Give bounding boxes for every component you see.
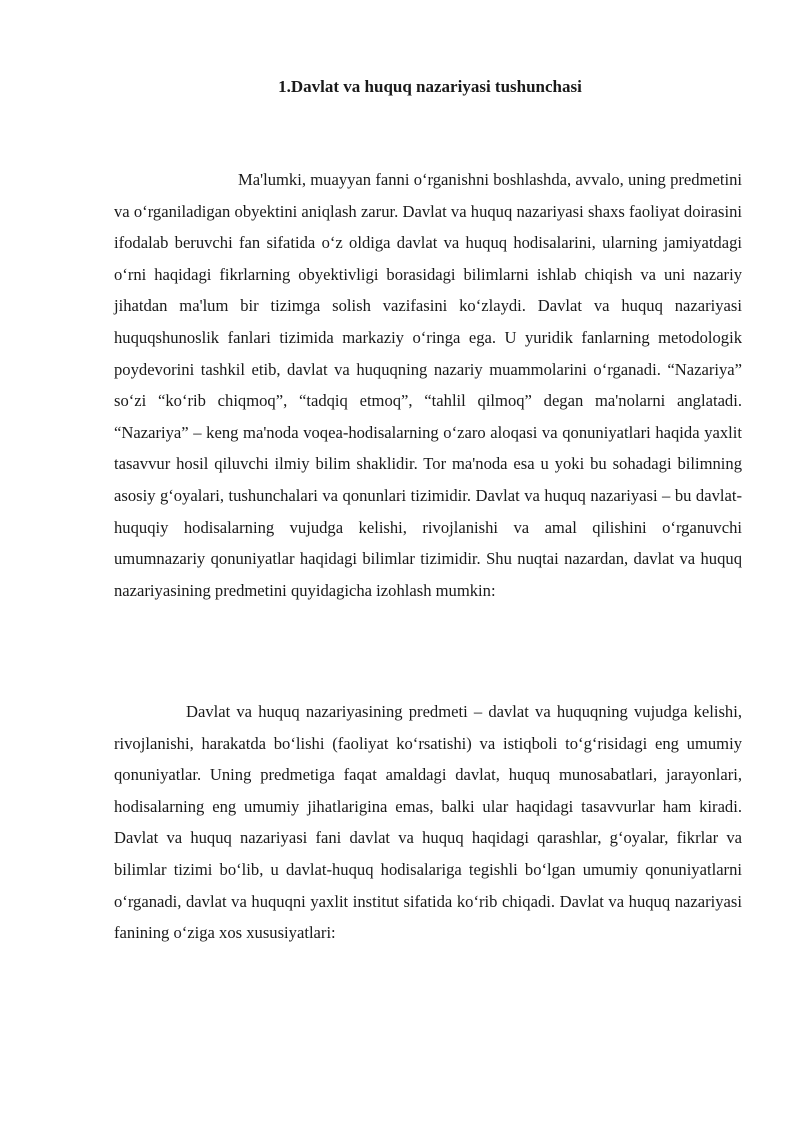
body-paragraph-2: Davlat va huquq nazariyasining predmeti – davlat va huquqning vujudga kelishi, rivojlanishi, harakatda bo‘lishi (faoliyat ko‘rsatishi) va istiqboli to‘g‘risidagi eng umumiy qonuniyatlar. Uning predmetiga faqat amaldagi davlat, huquq munosabatlari, jarayonlari, hodisalarning eng umumiy jihatlarigina emas, balki ular haqidagi tasavvurlar ham kiradi. Davlat va huquq nazariyasi fani davlat va huquq haqidagi qarashlar, g‘oyalar, fikrlar va bilimlar tizimi bo‘lib, u davlat-huquq hodisalariga tegishli bo‘lgan umumiy qonuniyatlarni o‘rganadi, davlat va huquqni yaxlit institut sifatida ko‘rib chiqadi. Davlat va huquq nazariyasi fanining o‘ziga xos xususiyatlari: (114, 702, 742, 943)
body-paragraph-1: Ma'lumki, muayyan fanni o‘rganishni boshlashda, avvalo, uning predmetini va o‘rganiladigan obyektini aniqlash zarur. Davlat va huquq nazariyasi shaxs faoliyat doirasini ifodalab beruvchi fan sifatida o‘z oldiga davlat va huquq hodisalarini, ularning jamiyatdagi o‘rni haqidagi fikrlarning obyektivligi borasidagi bilimlarni ishlab chiqish va uni nazariy jihatdan ma'lum bir tizimga solish vazifasini ko‘zlaydi. Davlat va huquq nazariyasi huquqshunoslik fanlari tizimida markaziy o‘ringa ega. U yuridik fanlarning metodologik poydevorini tashkil etib, davlat va huquqning nazariy muammolarini o‘rganadi. “Nazariya” so‘zi “ko‘rib chiqmoq”, “tadqiq etmoq”, “tahlil qilmoq” degan ma'nolarni anglatadi. “Nazariya” – keng ma'noda voqea-hodisalarning o‘zaro aloqasi va qonuniyatlari haqida yaxlit tasavvur hosil qiluvchi ilmiy bilim shaklidir. Tor ma'noda esa u yoki bu sohadagi bilimning asosiy g‘oyalari, tushunchalari va qonunlari tizimidir. Davlat va huquq nazariyasi – bu davlat-huquqiy hodisalarning vujudga kelishi, rivojlanishi va amal qilishini o‘rganuvchi umumnazariy qonuniyatlar haqidagi bilimlar tizimidir. Shu nuqtai nazardan, davlat va huquq nazariyasining predmetini quyidagicha izohlash mumkin: (114, 170, 742, 600)
document-title: 1.Davlat va huquq nazariyasi tushunchasi (278, 77, 582, 96)
